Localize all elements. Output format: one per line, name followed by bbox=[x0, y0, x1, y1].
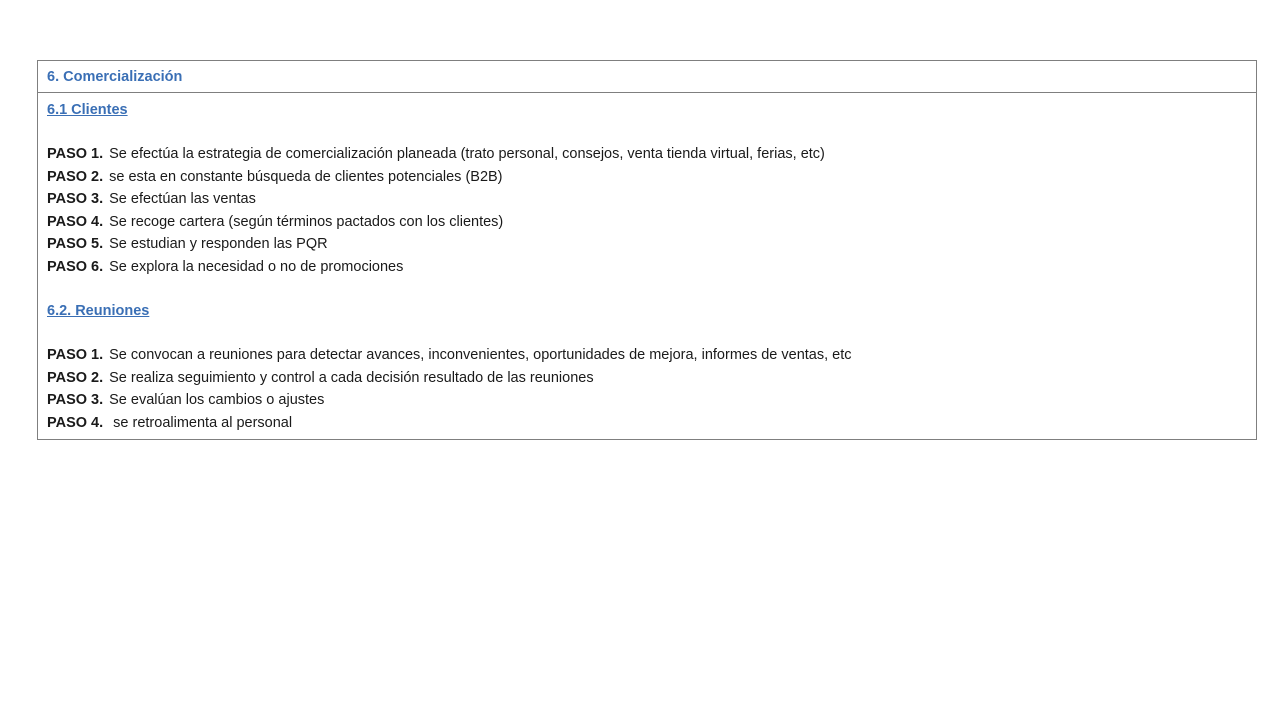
step-text: Se realiza seguimiento y control a cada decisión resultado de las reuniones bbox=[109, 369, 594, 386]
table-header-cell bbox=[38, 61, 1256, 93]
step-label: PASO 1. bbox=[47, 146, 104, 162]
step-row bbox=[47, 143, 1247, 166]
step-row bbox=[47, 166, 1247, 189]
process-table bbox=[37, 60, 1257, 440]
spacer bbox=[47, 121, 1247, 143]
step-text: Se convocan a reuniones para detectar avances, inconvenientes, oportunidades de mejora, informes de ventas, etc bbox=[109, 347, 852, 363]
step-text: se retroalimenta al personal bbox=[109, 414, 293, 431]
step-row bbox=[47, 188, 1247, 211]
step-label: PASO 3. bbox=[47, 191, 104, 207]
step-label: PASO 4. bbox=[47, 213, 104, 230]
step-text: Se efectúan las ventas bbox=[109, 191, 256, 207]
section-reuniones bbox=[47, 300, 1247, 434]
step-row bbox=[47, 256, 1247, 279]
step-text: se esta en constante búsqueda de clientes potenciales (B2B) bbox=[109, 168, 503, 185]
step-row bbox=[47, 233, 1247, 256]
subsection-title-clientes[interactable]: 6.1 Clientes bbox=[47, 102, 128, 118]
step-label: PASO 6. bbox=[47, 258, 104, 275]
step-text: Se evalúan los cambios o ajustes bbox=[109, 392, 325, 408]
step-label: PASO 5. bbox=[47, 236, 104, 252]
table-body-cell bbox=[38, 93, 1256, 439]
step-row bbox=[47, 412, 1247, 435]
step-row bbox=[47, 211, 1247, 234]
step-label: PASO 2. bbox=[47, 369, 104, 386]
step-text: Se recoge cartera (según términos pactados con los clientes) bbox=[109, 213, 504, 230]
section-heading: 6. Comercialización bbox=[47, 68, 183, 85]
step-text: Se explora la necesidad o no de promociones bbox=[109, 258, 404, 275]
step-label: PASO 4. bbox=[47, 414, 104, 431]
step-text: Se efectúa la estrategia de comercialización planeada (trato personal, consejos, venta tienda virtual, ferias, etc) bbox=[109, 146, 825, 162]
step-label: PASO 2. bbox=[47, 168, 104, 185]
spacer bbox=[47, 322, 1247, 344]
step-text: Se estudian y responden las PQR bbox=[109, 236, 328, 252]
subsection-title-reuniones[interactable]: 6.2. Reuniones bbox=[47, 303, 150, 319]
section-clientes bbox=[47, 99, 1247, 278]
step-row bbox=[47, 344, 1247, 367]
step-row bbox=[47, 389, 1247, 412]
spacer bbox=[47, 278, 1247, 300]
step-label: PASO 3. bbox=[47, 392, 104, 408]
step-row bbox=[47, 367, 1247, 390]
step-label: PASO 1. bbox=[47, 347, 104, 363]
